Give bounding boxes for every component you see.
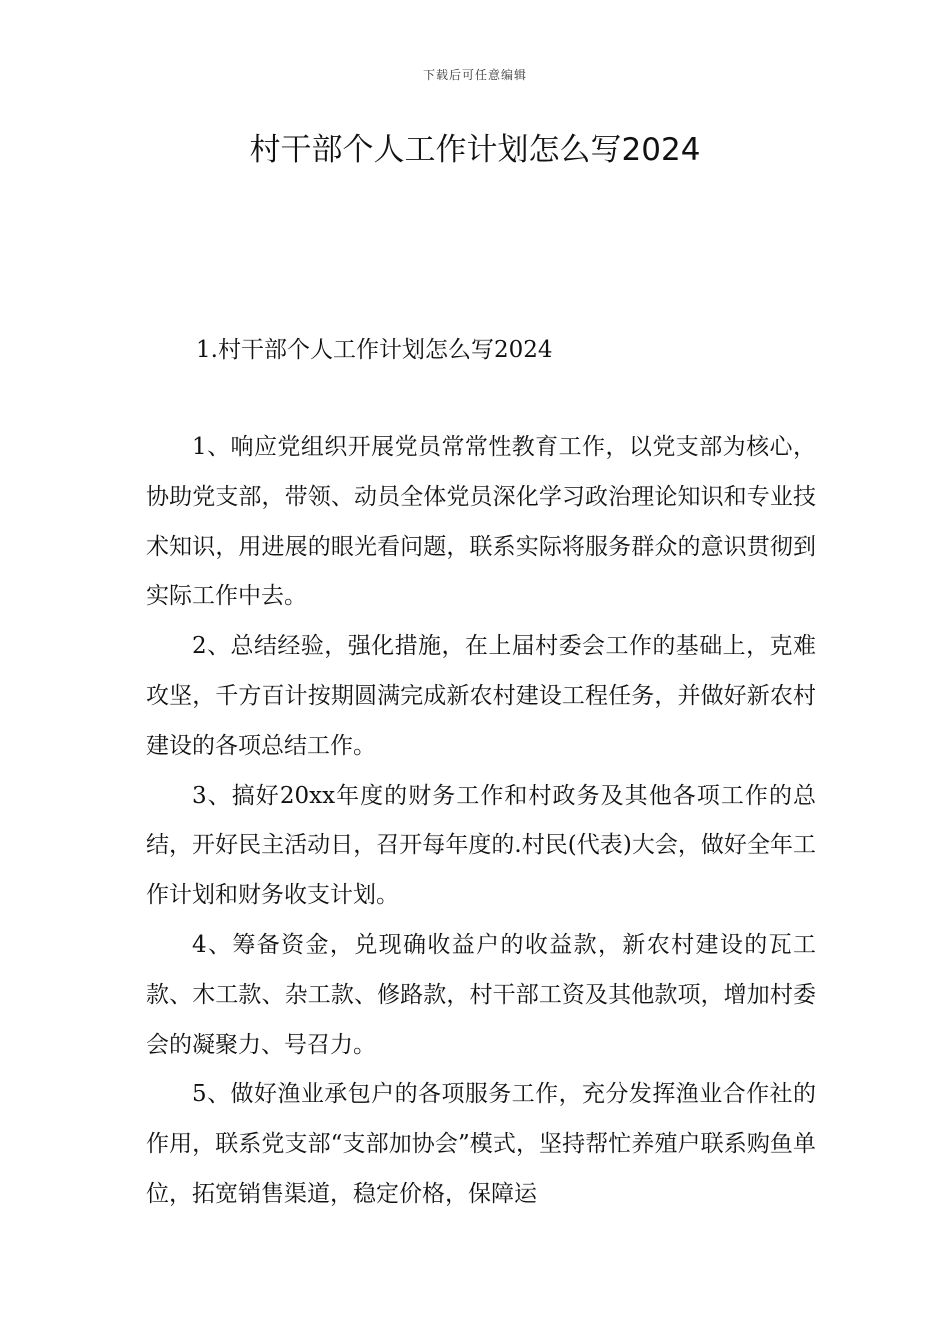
paragraph-5: 5、做好渔业承包户的各项服务工作，充分发挥渔业合作社的作用，联系党支部“支部加协会”模式，坚持帮忙养殖户联系购鱼单位，拓宽销售渠道，稳定价格，保障运 xyxy=(146,1081,816,1207)
document-title: 村干部个人工作计划怎么写2024 xyxy=(249,132,701,168)
paragraph-3: 3、搞好20xx年度的财务工作和村政务及其他各项工作的总结，开好民主活动日，召开每年度的.村民(代表)大会，做好全年工作计划和财务收支计划。 xyxy=(146,782,816,909)
section-heading: 1.村干部个人工作计划怎么写2024 xyxy=(196,337,553,363)
document-body xyxy=(146,423,816,1220)
paragraph-2: 2、总结经验，强化措施，在上届村委会工作的基础上，克难攻坚，千方百计按期圆满完成新农村建设工程任务，并做好新农村建设的各项总结工作。 xyxy=(146,633,816,759)
header-note: 下载后可任意编辑 xyxy=(422,68,527,82)
paragraph-4: 4、筹备资金，兑现确收益户的收益款，新农村建设的瓦工款、木工款、杂工款、修路款，村干部工资及其他款项，增加村委会的凝聚力、号召力。 xyxy=(146,931,816,1058)
paragraph-1: 1、响应党组织开展党员常常性教育工作，以党支部为核心，协助党支部，带领、动员全体党员深化学习政治理论知识和专业技术知识，用进展的眼光看问题，联系实际将服务群众的意识贯彻到实际工作中去。 xyxy=(146,434,816,610)
